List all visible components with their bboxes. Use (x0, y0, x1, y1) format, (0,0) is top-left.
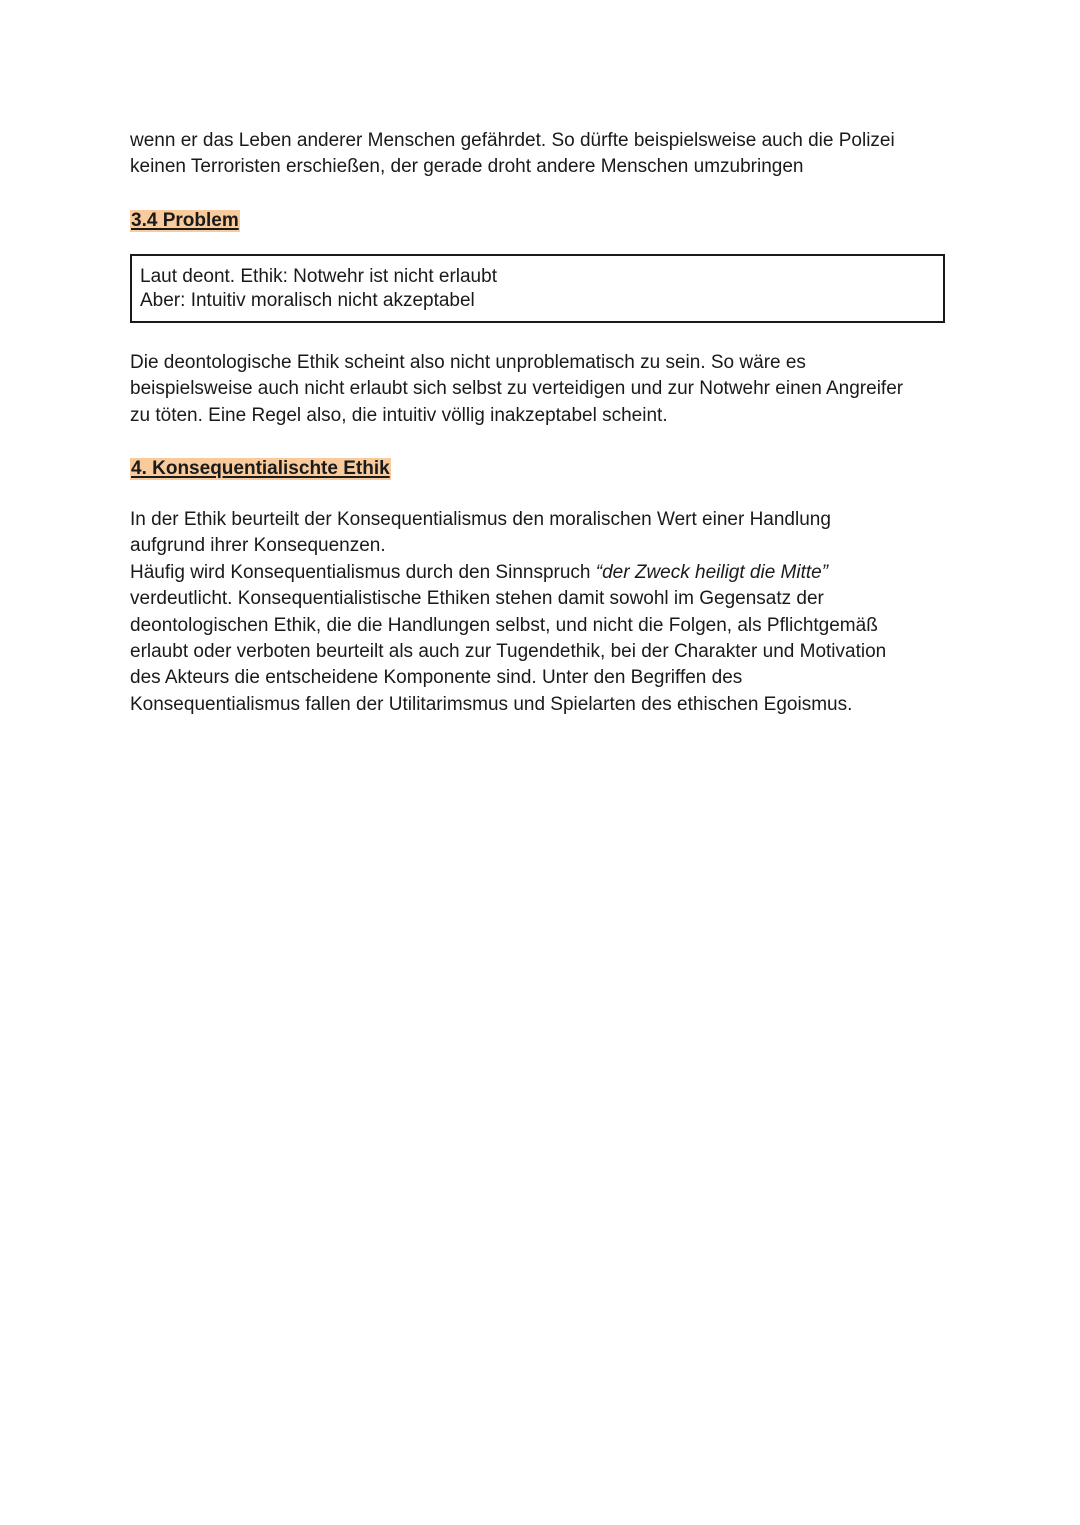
intro-paragraph (130, 128, 950, 181)
paragraph-line: erlaubt oder verboten beurteilt als auch zur Tugendethik, bei der Charakter und Motivation (130, 641, 887, 663)
consequentialism-paragraph (130, 507, 950, 718)
section-heading-3-4: 3.4 Problem (131, 209, 239, 231)
paragraph-line: In der Ethik beurteilt der Konsequentialismus den moralischen Wert einer Handlung (130, 509, 831, 531)
box-line: Aber: Intuitiv moralisch nicht akzeptabel (140, 289, 475, 311)
paragraph-line: deontologischen Ethik, die die Handlungen selbst, und nicht die Folgen, als Pflichtgemäß (130, 614, 878, 636)
intro-line: wenn er das Leben anderer Menschen gefährdet. So dürfte beispielsweise auch die Polizei (130, 130, 895, 151)
paragraph-line: Konsequentialismus fallen der Utilitarimsmus und Spielarten des ethischen Egoismus. (130, 693, 853, 715)
problem-paragraph (130, 350, 950, 429)
paragraph-line: verdeutlicht. Konsequentialistische Ethiken stehen damit sowohl im Gegensatz der (130, 588, 824, 610)
paragraph-line: Die deontologische Ethik scheint also nicht unproblematisch zu sein. So wäre es (130, 351, 806, 373)
paragraph-line (130, 560, 950, 586)
quote-text: “der Zweck heiligt die Mitte” (595, 561, 829, 583)
paragraph-line: beispielsweise auch nicht erlaubt sich selbst zu verteidigen und zur Notwehr einen Angreifer (130, 378, 904, 400)
box-line: Laut deont. Ethik: Notwehr ist nicht erlaubt (140, 265, 497, 287)
paragraph-line: zu töten. Eine Regel also, die intuitiv völlig inakzeptabel scheint. (130, 404, 668, 426)
summary-box (130, 254, 945, 323)
paragraph-line: aufgrund ihrer Konsequenzen. (130, 535, 386, 557)
quote-intro-text: Häufig wird Konsequentialismus durch den Sinnspruch (130, 561, 596, 583)
intro-line: keinen Terroristen erschießen, der gerade droht andere Menschen umzubringen (130, 156, 804, 178)
document-page (130, 128, 950, 718)
paragraph-line: des Akteurs die entscheidene Komponente sind. Unter den Begriffen des (130, 667, 743, 689)
section-heading-4: 4. Konsequentialischte Ethik (131, 458, 390, 480)
